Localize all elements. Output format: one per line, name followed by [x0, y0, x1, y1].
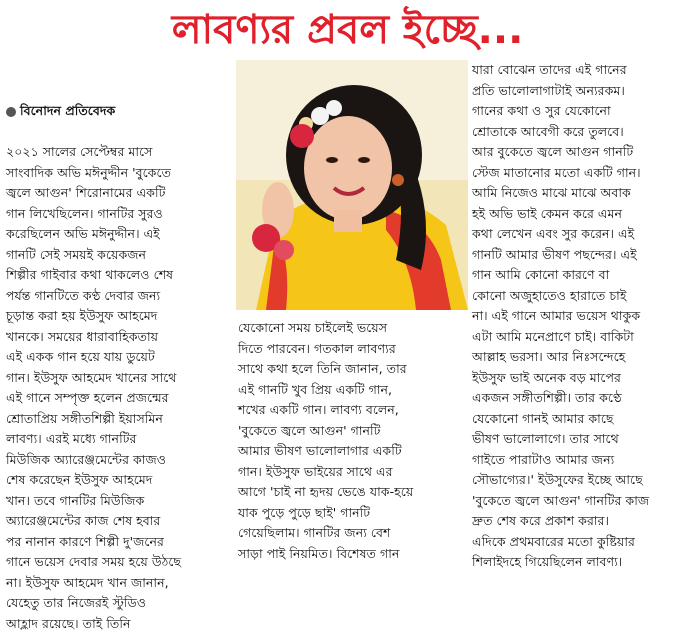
text-line: চূড়ান্ত করা হয় ইউসুফ আহমেদ: [6, 306, 231, 327]
text-line: শিলাইদহে গিয়েছিলেন লাবণ্য।: [472, 552, 692, 573]
text-line: শ্রোতাপ্রিয় সঙ্গীতশিল্পী ইয়াসমিন: [6, 409, 231, 430]
text-line: ইউসুফ ভাই অনেক বড় মাপের: [472, 368, 692, 389]
text-line: গান। ইউসুফ আহমেদ খানের সাথে: [6, 368, 231, 389]
text-line: শ্রোতাকে আবেগী করে তুলবে।: [472, 122, 692, 143]
text-line: একজন সঙ্গীতশিল্পী। তার কণ্ঠে: [472, 388, 692, 409]
text-line: যেহেতু তার নিজেরই স্টুডিও: [6, 593, 231, 614]
text-line: পর্যন্ত গানটিতে কণ্ঠ দেবার জন্য: [6, 286, 231, 307]
photo: [236, 60, 468, 310]
column-1: [6, 60, 231, 560]
text-line: মিউজিক অ্যারেঞ্জমেন্টের কাজও: [6, 450, 231, 471]
text-line: খান। তবে গানটির মিউজিক: [6, 491, 231, 512]
text-line: গান। ইউসুফ ভাইয়ের সাথে এর: [238, 462, 466, 483]
woman-portrait-image: [236, 60, 468, 310]
text-line: কোনো অজুহাতেও হারাতে চাই: [472, 286, 692, 307]
text-line: সৌভাগ্যের।' ইউসুফের ইচ্ছে আছে: [472, 470, 692, 491]
text-line: 'বুকেতে জ্বলে আগুন' গানটি: [238, 421, 466, 442]
text-line: সাড়া পাই নিয়মিত। বিশেষত গান: [238, 544, 466, 565]
text-line: দ্রুত শেষ করে প্রকাশ করার।: [472, 511, 692, 532]
text-line: সাংবাদিক অভি মঈনুদ্দীন 'বুকেতে: [6, 163, 231, 184]
text-line: দিতে পারবেন। গতকাল লাবণ্যর: [238, 339, 466, 360]
text-line: এদিকে প্রথমবারের মতো কুষ্টিয়ার: [472, 532, 692, 553]
text-line: গেয়েছিলাম। গানটির জন্য বেশ: [238, 523, 466, 544]
text-line: আহ্লাদ রয়েছে। তাই তিনি: [6, 614, 231, 634]
text-line: স্টেজ মাতানোর মতো একটি গান।: [472, 163, 692, 184]
text-line: না। এই গানে আমার ভয়েস থাকুক: [472, 306, 692, 327]
text-line: গানে ভয়েস দেবার সময় হয়ে উঠছে: [6, 552, 231, 573]
column-2: [238, 318, 466, 560]
text-line: হই অভি ভাই কেমন করে এমন: [472, 204, 692, 225]
text-line: প্রতি ভালোলাগাটাই অন্যরকম।: [472, 81, 692, 102]
text-line: যারা বোঝেন তাদের এই গানের: [472, 60, 692, 81]
text-line: গাইতে পারাটাও আমার জন্য: [472, 450, 692, 471]
column-3: [472, 60, 692, 560]
text-line: এটা আমি মনেপ্রাণে চাই। বাকিটা: [472, 327, 692, 348]
text-line: কথা লেখেন এবং সুর করেন। এই: [472, 224, 692, 245]
text-line: গানটি সেই সময়ই কয়েকজন: [6, 245, 231, 266]
text-line: যেকোনো গানই আমার কাছে: [472, 409, 692, 430]
text-line: আমার ভীষণ ভালোলাগার একটি: [238, 441, 466, 462]
text-line: এই একক গান হয়ে যায় ডুয়েট: [6, 347, 231, 368]
text-line: গানটি আমার ভীষণ পছন্দের। এই: [472, 245, 692, 266]
text-line: সাথে কথা হলে তিনি জানান, তার: [238, 359, 466, 380]
text-line: গান লিখেছিলেন। গানটির সুরও: [6, 204, 231, 225]
text-line: এই গানটি খুব প্রিয় একটি গান,: [238, 380, 466, 401]
text-line: পর নানান কারণে শিল্পী দু'জনের: [6, 532, 231, 553]
text-line: খানকে। সময়ের ধারাবাহিকতায়: [6, 327, 231, 348]
byline-row: [6, 101, 231, 122]
text-line: লাবণ্য। এরই মধ্যে গানটির: [6, 429, 231, 450]
text-line: করেছিলেন অভি মঈনুদ্দীন। এই: [6, 224, 231, 245]
text-line: এই গানে সম্পৃক্ত হলেন প্রজন্মের: [6, 388, 231, 409]
byline: বিনোদন প্রতিবেদক: [20, 103, 115, 118]
text-line: আল্লাহ ভরসা। আর নিঃসন্দেহে: [472, 347, 692, 368]
text-line: যেকোনো সময় চাইলেই ভয়েস: [238, 318, 466, 339]
text-line: আমি নিজেও মাঝে মাঝে অবাক: [472, 183, 692, 204]
text-line: না। ইউসুফ আহমেদ খান জানান,: [6, 573, 231, 594]
text-line: যাক পুড়ে পুড়ে ছাই' গানটি: [238, 503, 466, 524]
bullet-icon: [6, 107, 16, 117]
text-line: ভীষণ ভালোলাগে। তার সাথে: [472, 429, 692, 450]
text-line: শখের একটি গান। লাবণ্য বলেন,: [238, 400, 466, 421]
headline: লাবণ্যর প্রবল ইচ্ছে...: [0, 6, 695, 54]
text-line: জ্বলে আগুন' শিরোনামের একটি: [6, 183, 231, 204]
text-line: শিল্পীর গাইবার কথা থাকলেও শেষ: [6, 265, 231, 286]
text-line: আগে 'চাই না হৃদয় ভেঙে যাক-হয়ে: [238, 482, 466, 503]
text-line: শেষ করেছেন ইউসুফ আহমেদ: [6, 470, 231, 491]
text-line: গানের কথা ও সুর যেকোনো: [472, 101, 692, 122]
text-line: ২০২১ সালের সেপ্টেম্বর মাসে: [6, 142, 231, 163]
text-line: অ্যারেঞ্জমেন্টের কাজ শেষ হবার: [6, 511, 231, 532]
text-line: আর বুকেতে জ্বলে আগুন গানটি: [472, 142, 692, 163]
text-line: গান আমি কোনো কারণে বা: [472, 265, 692, 286]
text-line: 'বুকেতে জ্বলে আগুন' গানটির কাজ: [472, 491, 692, 512]
